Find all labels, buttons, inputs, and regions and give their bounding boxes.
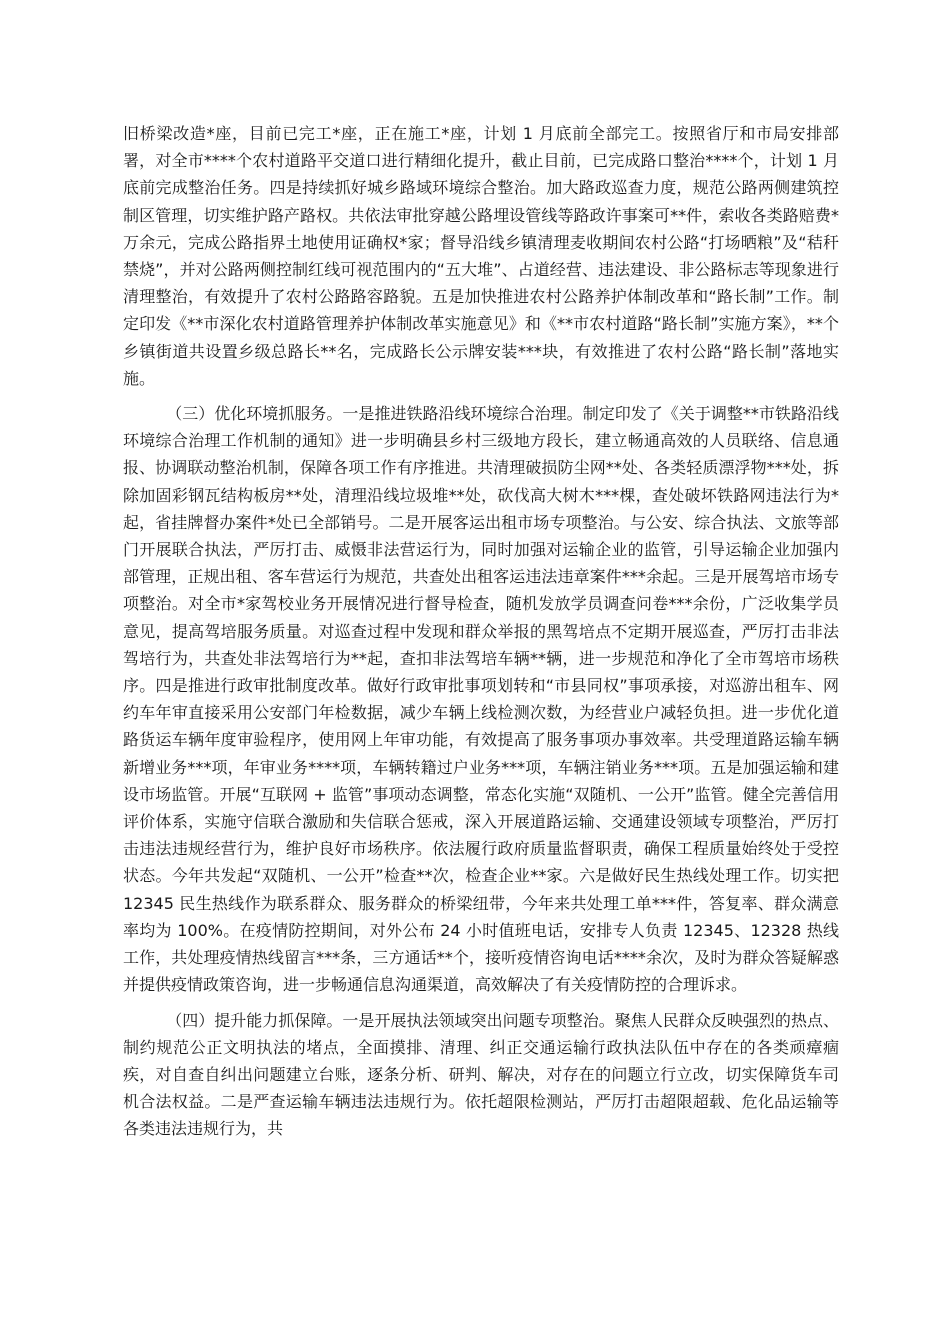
document-body [123, 120, 839, 1143]
paragraph-rural-roads: 旧桥梁改造*座，目前已完工*座，正在施工*座，计划 1 月底前全部完工。按照省厅和市局安排部署，对全市****个农村道路平交道口进行精细化提升，截止目前，已完成路口整治****个，计划 1 月底前完成整治任务。四是持续抓好城乡路域环境综合整治。加大路政巡查力度，规范公路两侧建筑控制区管理，切实维护路产路权。共依法审批穿越公路埋设管线等路政许事案可**件，索收各类路赔费*万余元，完成公路指界土地使用证确权*家；督导沿线乡镇清理麦收期间农村公路“打场晒粮”及“秸秆禁烧”，并对公路两侧控制红线可视范围内的“五大堆”、占道经营、违法建设、非公路标志等现象进行清理整治，有效提升了农村公路路容路貌。五是加快推进农村公路养护体制改革和“路长制”工作。制定印发《**市深化农村道路管理养护体制改革实施意见》和《**市农村道路“路长制”实施方案》，**个乡镇街道共设置乡级总路长**名，完成路长公示牌安装***块，有效推进了农村公路“路长制”落地实施。 [123, 124, 839, 388]
paragraph-optimize-environment: （三）优化环境抓服务。一是推进铁路沿线环境综合治理。制定印发了《关于调整**市铁路沿线环境综合治理工作机制的通知》进一步明确县乡村三级地方段长，建立畅通高效的人员联络、信息通报、协调联动整治机制，保障各项工作有序推进。共清理破损防尘网**处、各类轻质漂浮物***处，拆除加固彩钢瓦结构板房**处，清理沿线垃圾堆**处，砍伐高大树木***棵，查处破坏铁路网违法行为*起，省挂牌督办案件*处已全部销号。二是开展客运出租市场专项整治。与公安、综合执法、文旅等部门开展联合执法，严厉打击、威慑非法营运行为，同时加强对运输企业的监管，引导运输企业加强内部管理，正规出租、客车营运行为规范，共查处出租客运违法违章案件***余起。三是开展驾培市场专项整治。对全市*家驾校业务开展情况进行督导检查，随机发放学员调查问卷***余份，广泛收集学员意见，提高驾培服务质量。对巡查过程中发现和群众举报的黑驾培点不定期开展巡查，严厉打击非法驾培行为，共查处非法驾培行为**起，查扣非法驾培车辆**辆，进一步规范和净化了全市驾培市场秩序。四是推进行政审批制度改革。做好行政审批事项划转和“市县同权”事项承接，对巡游出租车、网约车年审直接采用公安部门年检数据，减少车辆上线检测次数，为经营业户减轻负担。进一步优化道路货运车辆年度审验程序，使用网上年审功能，有效提高了服务事项办事效率。共受理道路运输车辆新增业务***项，年审业务****项，车辆转籍过户业务***项，车辆注销业务***项。五是加强运输和建设市场监管。开展“互联网 + 监管”事项动态调整，常态化实施“双随机、一公开”监管。健全完善信用评价体系，实施守信联合激励和失信联合惩戒，深入开展道路运输、交通建设领域专项整治，严厉打击违法违规经营行为，维护良好市场秩序。依法履行政府质量监督职责，确保工程质量始终处于受控状态。今年共发起“双随机、一公开”检查**次，检查企业**家。六是做好民生热线处理工作。切实把 12345 民生热线作为联系群众、服务群众的桥梁纽带，今年来共处理工单***件，答复率、群众满意率均为 100%。在疫情防控期间，对外公布 24 小时值班电话，安排专人负责 12345、12328 热线工作，共处理疫情热线留言***条，三方通话**个，接听疫情咨询电话****余次，及时为群众答疑解惑并提供疫情政策咨询，进一步畅通信息沟通渠道，高效解决了有关疫情防控的合理诉求。 [123, 404, 839, 995]
paragraph-improve-capability: （四）提升能力抓保障。一是开展执法领域突出问题专项整治。聚焦人民群众反映强烈的热点、制约规范公正文明执法的堵点，全面摸排、清理、纠正交通运输行政执法队伍中存在的各类顽瘴痼疾，对自查自纠出问题建立台账，逐条分析、研判、解决，对存在的问题立行立改，切实保障货车司机合法权益。二是严查运输车辆违法违规行为。依托超限检测站，严厉打击超限超载、危化品运输等各类违法违规行为，共 [123, 1010, 839, 1139]
